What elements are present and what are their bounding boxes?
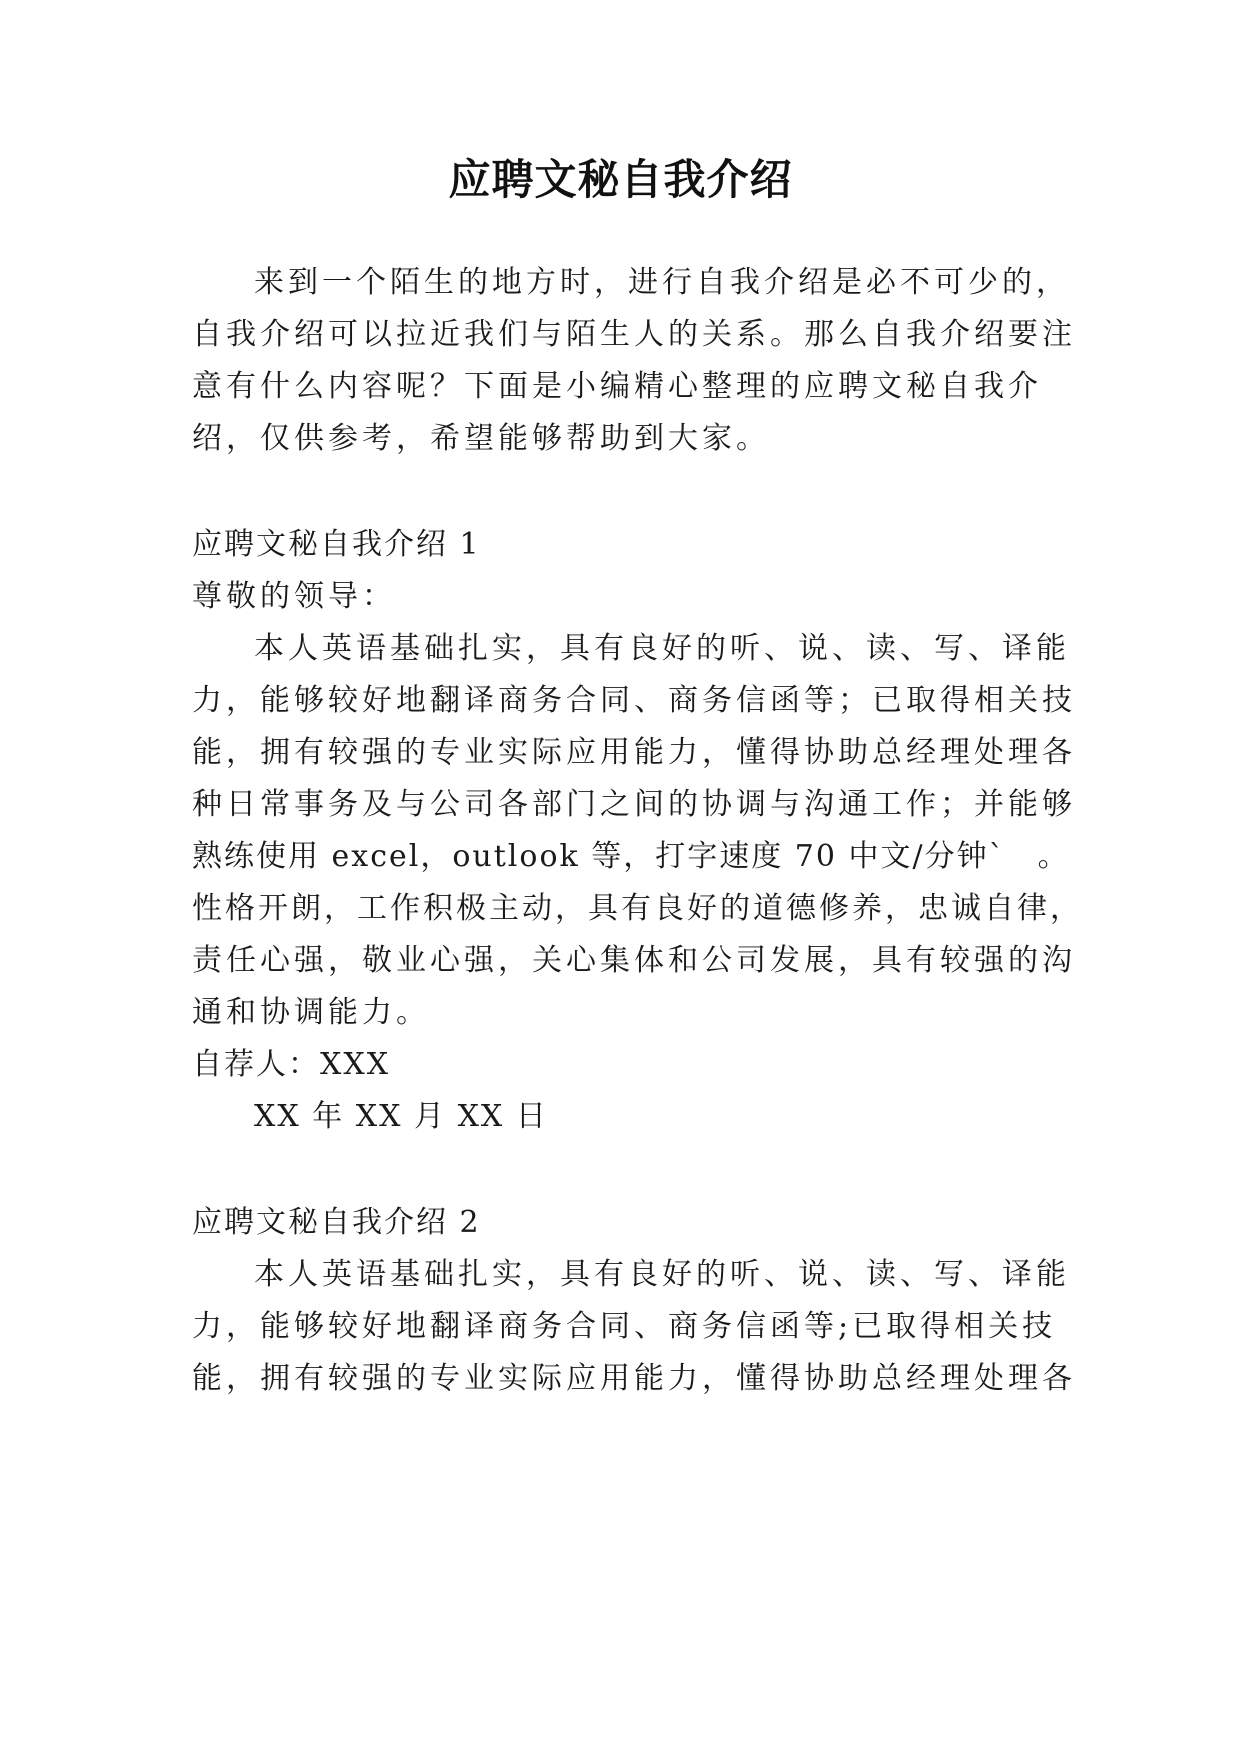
body-line: 通和协调能力。 [192, 995, 430, 1030]
body-line: 熟练使用 excel，outlook 等，打字速度 70 中文/分钟` 。 [192, 839, 1070, 874]
signature: 自荐人：XXX [192, 1047, 391, 1082]
section-heading: 应聘文秘自我介绍 2 [192, 1205, 481, 1240]
date: XX 年 XX 月 XX 日 [254, 1099, 548, 1134]
body-line: 本人英语基础扎实，具有良好的听、说、读、写、译能 [254, 631, 1070, 666]
body-line: 性格开朗，工作积极主动，具有良好的道德修养，忠诚自律， [192, 891, 1083, 926]
body-line: 能，拥有较强的专业实际应用能力，懂得协助总经理处理各 [192, 1361, 1076, 1396]
intro-line: 自我介绍可以拉近我们与陌生人的关系。那么自我介绍要注 [192, 317, 1076, 352]
document-title: 应聘文秘自我介绍 [448, 155, 793, 204]
body-line: 本人英语基础扎实，具有良好的听、说、读、写、译能 [254, 1257, 1070, 1292]
body-line: 种日常事务及与公司各部门之间的协调与沟通工作；并能够 [192, 787, 1076, 822]
body-line: 力，能够较好地翻译商务合同、商务信函等；已取得相关技 [192, 683, 1076, 718]
salutation: 尊敬的领导： [192, 579, 396, 614]
intro-line: 意有什么内容呢？下面是小编精心整理的应聘文秘自我介 [192, 369, 1042, 404]
section-heading: 应聘文秘自我介绍 1 [192, 527, 481, 562]
body-line: 力，能够较好地翻译商务合同、商务信函等;已取得相关技 [192, 1309, 1057, 1344]
intro-line: 绍，仅供参考，希望能够帮助到大家。 [192, 421, 770, 456]
body-line: 能，拥有较强的专业实际应用能力，懂得协助总经理处理各 [192, 735, 1076, 770]
intro-line: 来到一个陌生的地方时，进行自我介绍是必不可少的， [254, 265, 1070, 300]
body-line: 责任心强，敬业心强，关心集体和公司发展，具有较强的沟 [192, 943, 1076, 978]
